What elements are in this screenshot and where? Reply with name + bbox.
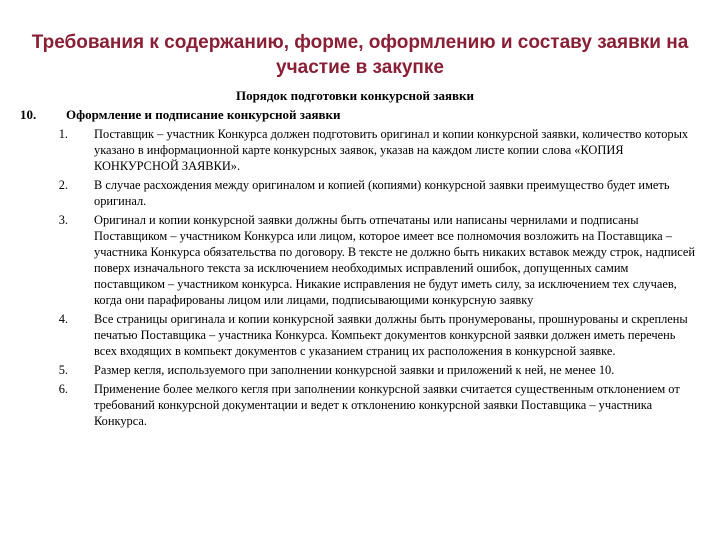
list-item-text: Размер кегля, используемого при заполнении конкурсной заявки и приложений к ней, не менее 10. xyxy=(94,363,615,377)
list-item xyxy=(0,212,720,308)
list-item xyxy=(0,311,720,359)
section-subheading: Оформление и подписание конкурсной заявки xyxy=(66,107,341,122)
list-item-text: Поставщик – участник Конкурса должен подготовить оригинал и копии конкурсной заявки, количество которых указано в информационной карте конкурсных заявок, указав на каждом листе копии слова «КОПИЯ КОНКУРСНОЙ ЗАЯВКИ». xyxy=(94,127,689,173)
list-item xyxy=(0,362,720,378)
list-item-number: 5. xyxy=(58,363,68,377)
numbered-list xyxy=(0,126,720,432)
section-number: 10. xyxy=(20,107,37,122)
list-item-number: 1. xyxy=(58,127,68,141)
list-item xyxy=(0,177,720,209)
list-item-text: Применение более мелкого кегля при заполнении конкурсной заявки считается существенным отклонением от требований конкурсной документации и ведет к отклонению конкурсной заявки Поставщика – участника Конкурса. xyxy=(94,382,680,428)
list-item xyxy=(0,381,720,429)
list-item xyxy=(0,126,720,174)
list-item-number: 6. xyxy=(58,382,68,396)
list-item-text: Оригинал и копии конкурсной заявки должны быть отпечатаны или написаны чернилами и подписаны Поставщиком – участником Конкурса или лицом, которое имеет все полномочия возложить на Поставщика – участника Конкурса обязательства по договору. В тексте не должно быть никаких вставок между строк, надписей поверх изначального текста за исключением необходимых исправлений ошибок, допущенных самим поставщиком – участником конкурса. Никакие исправления не будут иметь силу, за исключением тех случаев, когда они парафированы лицом или лицами, подписывающими конкурсную заявку xyxy=(94,213,696,307)
slide-title: Требования к содержанию, форме, оформлению и составу заявки на участие в закупке xyxy=(31,32,689,78)
list-item-number: 3. xyxy=(58,213,68,227)
list-item-number: 4. xyxy=(58,312,68,326)
list-item-text: В случае расхождения между оригиналом и копией (копиями) конкурсной заявки преимущество будет иметь оригинал. xyxy=(94,178,670,208)
section-heading: Порядок подготовки конкурсной заявки xyxy=(235,88,475,103)
list-item-text: Все страницы оригинала и копии конкурсной заявки должны быть пронумерованы, прошнурованы и скреплены печатью Поставщика – участника Конкурса. Компьект документов конкурсной заявки должен иметь перечень всех входящих в компьект документов с указанием страниц их расположения в конкурсной заявке. xyxy=(94,312,688,358)
list-item-number: 2. xyxy=(58,178,68,192)
